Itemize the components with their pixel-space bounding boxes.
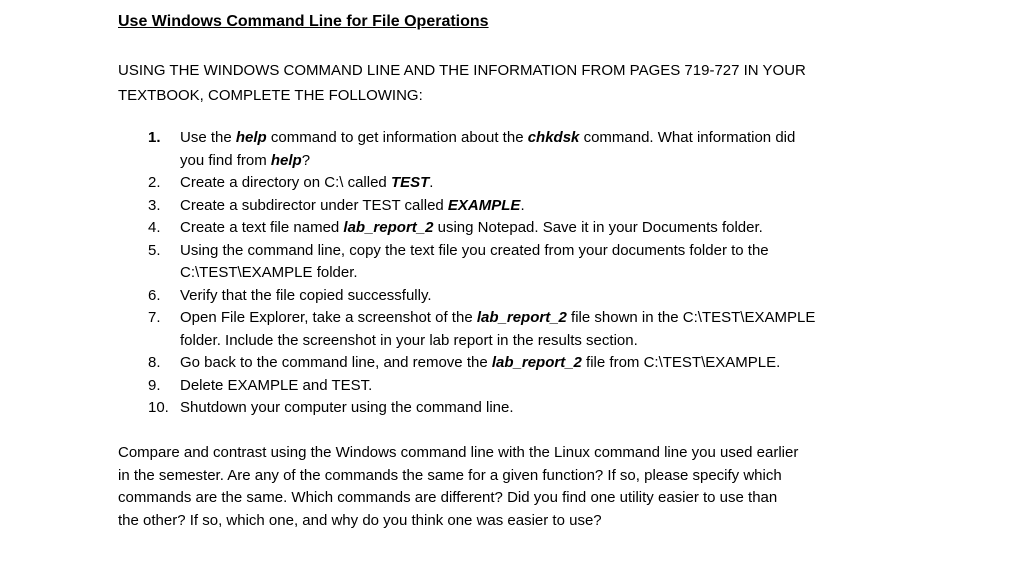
- list-item-step-4: [0, 217, 900, 240]
- text-run: command. What information did: [579, 129, 796, 146]
- step-number: 6.: [148, 286, 161, 304]
- step-text-line: Verify that the file copied successfully.: [180, 286, 432, 304]
- step-number: 4.: [148, 219, 161, 236]
- list-item-step-5: [0, 240, 900, 285]
- keyword-example: EXAMPLE: [447, 196, 521, 214]
- keyword-lab-report: lab_report_2: [343, 219, 434, 236]
- step-text-line: folder. Include the screenshot in your lab report in the results section.: [180, 331, 638, 349]
- step-number: 3.: [148, 196, 161, 214]
- intro-paragraph: [118, 58, 898, 108]
- step-number: 10.: [148, 399, 169, 416]
- list-item-step-9: [0, 375, 900, 398]
- step-number: 8.: [148, 354, 161, 371]
- keyword-test: TEST: [390, 174, 430, 191]
- list-item-step-3: [0, 195, 900, 218]
- text-run: command to get information about the: [266, 129, 528, 146]
- step-text-line: [180, 195, 900, 218]
- step-text-line: [180, 150, 900, 173]
- steps-list: [0, 127, 900, 420]
- keyword-lab-report: lab_report_2: [476, 309, 567, 326]
- closing-paragraph: [118, 442, 908, 532]
- keyword-help: help: [270, 151, 302, 169]
- step-text-line: [180, 172, 900, 195]
- step-text-line: Shutdown your computer using the command line.: [180, 399, 514, 416]
- step-text-line: C:\TEST\EXAMPLE folder.: [180, 264, 358, 281]
- text-run: .: [520, 196, 525, 214]
- text-run: Create a subdirector under TEST called: [180, 196, 448, 214]
- keyword-help: help: [235, 129, 267, 146]
- text-run: using Notepad. Save it in your Documents folder.: [433, 219, 763, 236]
- list-item-step-1: [0, 127, 900, 172]
- step-text-line: Using the command line, copy the text file you created from your documents folder to the: [180, 241, 769, 259]
- step-text-line: [180, 352, 900, 375]
- text-run: file shown in the C:\TEST\EXAMPLE: [566, 309, 816, 326]
- text-run: Go back to the command line, and remove the: [180, 354, 492, 371]
- step-text-line: [180, 127, 900, 150]
- closing-line: Compare and contrast using the Windows command line with the Linux command line you used earlier: [118, 444, 799, 461]
- intro-line: USING THE WINDOWS COMMAND LINE AND THE INFORMATION FROM PAGES 719-727 IN YOUR: [118, 62, 806, 79]
- list-item-step-2: [0, 172, 900, 195]
- text-run: file from C:\TEST\EXAMPLE.: [581, 354, 781, 371]
- text-run: Create a text file named: [180, 219, 344, 236]
- text-run: ?: [301, 151, 311, 169]
- document-title: Use Windows Command Line for File Operations: [118, 13, 489, 30]
- step-number: 2.: [148, 174, 161, 191]
- keyword-chkdsk: chkdsk: [527, 129, 580, 146]
- text-run: you find from: [180, 151, 271, 169]
- keyword-lab-report: lab_report_2: [491, 354, 582, 371]
- text-run: .: [429, 174, 434, 191]
- step-number: 1.: [148, 129, 161, 146]
- closing-line: commands are the same. Which commands are different? Did you find one utility easier to use than: [118, 489, 778, 506]
- list-item-step-6: [0, 285, 900, 308]
- intro-line: TEXTBOOK, COMPLETE THE FOLLOWING:: [118, 87, 423, 104]
- step-text-line: [180, 217, 900, 240]
- text-run: Use the: [180, 129, 236, 146]
- text-run: Open File Explorer, take a screenshot of the: [180, 309, 477, 326]
- list-item-step-8: [0, 352, 900, 375]
- text-run: Create a directory on C:\ called: [180, 174, 391, 191]
- step-number: 5.: [148, 241, 161, 259]
- list-item-step-10: [0, 397, 900, 420]
- step-number: 9.: [148, 376, 161, 394]
- closing-line: the other? If so, which one, and why do you think one was easier to use?: [118, 511, 602, 529]
- step-number: 7.: [148, 309, 161, 326]
- step-text-line: Delete EXAMPLE and TEST.: [180, 376, 373, 394]
- list-item-step-7: [0, 307, 900, 352]
- step-text-line: [180, 307, 900, 330]
- closing-line: in the semester. Are any of the commands the same for a given function? If so, please specify which: [118, 466, 782, 484]
